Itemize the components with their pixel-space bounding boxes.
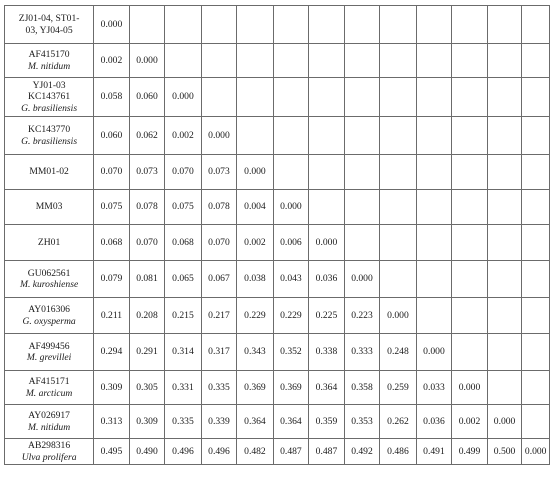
empty-cell — [487, 44, 522, 78]
distance-cell: 0.060 — [129, 78, 165, 117]
distance-cell: 0.000 — [522, 439, 550, 465]
distance-cell: 0.215 — [165, 298, 201, 334]
row-label-line-1: KC143770 — [28, 124, 71, 135]
distance-cell: 0.062 — [129, 117, 165, 155]
distance-cell: 0.004 — [237, 190, 273, 225]
distance-cell: 0.038 — [237, 261, 273, 298]
distance-cell: 0.229 — [273, 298, 309, 334]
row-label-line-3: G. brasiliensis — [21, 102, 78, 114]
table-row — [5, 261, 550, 298]
distance-cell: 0.369 — [273, 371, 309, 405]
distance-cell: 0.225 — [309, 298, 345, 334]
distance-cell: 0.496 — [165, 439, 201, 465]
empty-cell — [522, 78, 550, 117]
distance-cell: 0.068 — [165, 225, 201, 261]
distance-cell: 0.000 — [237, 155, 273, 190]
empty-cell — [416, 78, 452, 117]
row-label-line-1: AF499456 — [28, 340, 70, 352]
table-row — [5, 6, 550, 44]
empty-cell — [416, 155, 452, 190]
matrix-body — [5, 6, 550, 465]
table-row — [5, 405, 550, 439]
table-row — [5, 225, 550, 261]
empty-cell — [522, 6, 550, 44]
row-label-line-1: GU062561 — [27, 267, 71, 279]
distance-cell: 0.491 — [416, 439, 452, 465]
distance-cell: 0.217 — [201, 298, 237, 334]
distance-cell: 0.070 — [201, 225, 237, 261]
distance-cell: 0.070 — [94, 155, 130, 190]
empty-cell — [237, 78, 273, 117]
distance-cell: 0.068 — [94, 225, 130, 261]
distance-cell: 0.490 — [129, 439, 165, 465]
row-label-line-1: MM03 — [35, 201, 63, 213]
row-label — [5, 439, 94, 465]
distance-cell: 0.000 — [129, 44, 165, 78]
row-label-line-2: G. oxysperma — [22, 315, 76, 327]
table-row — [5, 334, 550, 371]
empty-cell — [309, 6, 345, 44]
empty-cell — [522, 405, 550, 439]
empty-cell — [416, 225, 452, 261]
distance-cell: 0.291 — [129, 334, 165, 371]
row-label-line-2: M. nitidum — [28, 60, 71, 72]
row-label-line-1: AY026917 — [28, 410, 70, 421]
empty-cell — [452, 261, 488, 298]
distance-cell: 0.000 — [452, 371, 488, 405]
empty-cell — [487, 261, 522, 298]
row-label-line-1: AF415170 — [28, 49, 70, 60]
table-row — [5, 44, 550, 78]
empty-cell — [416, 298, 452, 334]
distance-cell: 0.002 — [237, 225, 273, 261]
distance-cell: 0.036 — [416, 405, 452, 439]
empty-cell — [522, 44, 550, 78]
table-row — [5, 155, 550, 190]
distance-cell: 0.364 — [273, 405, 309, 439]
empty-cell — [487, 298, 522, 334]
distance-cell: 0.499 — [452, 439, 488, 465]
distance-cell: 0.065 — [165, 261, 201, 298]
empty-cell — [201, 6, 237, 44]
table-row — [5, 78, 550, 117]
distance-cell: 0.333 — [344, 334, 380, 371]
empty-cell — [165, 44, 201, 78]
distance-cell: 0.359 — [309, 405, 345, 439]
distance-cell: 0.358 — [344, 371, 380, 405]
empty-cell — [522, 371, 550, 405]
row-label-line-2: M. kuroshiense — [19, 279, 79, 290]
distance-cell: 0.229 — [237, 298, 273, 334]
empty-cell — [452, 298, 488, 334]
distance-cell: 0.364 — [237, 405, 273, 439]
distance-cell: 0.000 — [201, 117, 237, 155]
empty-cell — [309, 155, 345, 190]
distance-cell: 0.000 — [273, 190, 309, 225]
distance-cell: 0.079 — [94, 261, 130, 298]
empty-cell — [380, 78, 416, 117]
distance-cell: 0.002 — [165, 117, 201, 155]
distance-cell: 0.006 — [273, 225, 309, 261]
empty-cell — [487, 155, 522, 190]
distance-cell: 0.078 — [201, 190, 237, 225]
empty-cell — [344, 225, 380, 261]
empty-cell — [522, 117, 550, 155]
empty-cell — [273, 117, 309, 155]
table-row — [5, 190, 550, 225]
distance-cell: 0.369 — [237, 371, 273, 405]
table-row — [5, 117, 550, 155]
empty-cell — [344, 155, 380, 190]
distance-cell: 0.002 — [452, 405, 488, 439]
empty-cell — [344, 78, 380, 117]
empty-cell — [522, 190, 550, 225]
row-label-line-1: AY016306 — [28, 304, 70, 315]
distance-cell: 0.002 — [94, 44, 130, 78]
distance-cell: 0.208 — [129, 298, 165, 334]
distance-cell: 0.487 — [309, 439, 345, 465]
row-label — [5, 334, 94, 371]
distance-cell: 0.487 — [273, 439, 309, 465]
distance-cell: 0.058 — [94, 78, 130, 117]
empty-cell — [380, 190, 416, 225]
distance-cell: 0.067 — [201, 261, 237, 298]
empty-cell — [487, 334, 522, 371]
distance-cell: 0.070 — [129, 225, 165, 261]
distance-cell: 0.033 — [416, 371, 452, 405]
distance-cell: 0.500 — [487, 439, 522, 465]
distance-cell: 0.075 — [165, 190, 201, 225]
row-label-line-2: M. arcticum — [25, 387, 73, 399]
empty-cell — [380, 261, 416, 298]
row-label-line-2: G. brasiliensis — [21, 135, 78, 147]
empty-cell — [380, 155, 416, 190]
empty-cell — [165, 6, 201, 44]
empty-cell — [201, 78, 237, 117]
distance-cell: 0.000 — [416, 334, 452, 371]
row-label-line-2: Ulva prolifera — [21, 451, 77, 463]
distance-cell: 0.000 — [380, 298, 416, 334]
empty-cell — [344, 190, 380, 225]
distance-cell: 0.482 — [237, 439, 273, 465]
distance-cell: 0.000 — [344, 261, 380, 298]
distance-cell: 0.314 — [165, 334, 201, 371]
row-label-line-2: 03, YJ04-05 — [25, 24, 73, 36]
row-label — [5, 6, 94, 44]
distance-cell: 0.335 — [201, 371, 237, 405]
distance-cell: 0.000 — [309, 225, 345, 261]
distance-cell: 0.331 — [165, 371, 201, 405]
empty-cell — [522, 261, 550, 298]
empty-cell — [487, 371, 522, 405]
empty-cell — [487, 6, 522, 44]
distance-cell: 0.075 — [94, 190, 130, 225]
distance-cell: 0.000 — [94, 6, 130, 44]
distance-cell: 0.352 — [273, 334, 309, 371]
row-label-line-1: MM01-02 — [29, 166, 69, 178]
distance-cell: 0.073 — [201, 155, 237, 190]
distance-cell: 0.000 — [487, 405, 522, 439]
distance-cell: 0.313 — [94, 405, 130, 439]
empty-cell — [416, 44, 452, 78]
distance-cell: 0.081 — [129, 261, 165, 298]
distance-cell: 0.262 — [380, 405, 416, 439]
distance-cell: 0.486 — [380, 439, 416, 465]
empty-cell — [416, 190, 452, 225]
distance-cell: 0.259 — [380, 371, 416, 405]
table-row — [5, 439, 550, 465]
empty-cell — [309, 44, 345, 78]
empty-cell — [522, 155, 550, 190]
empty-cell — [380, 225, 416, 261]
empty-cell — [487, 117, 522, 155]
empty-cell — [380, 44, 416, 78]
distance-cell: 0.248 — [380, 334, 416, 371]
genetic-distance-matrix — [4, 5, 550, 465]
row-label — [5, 261, 94, 298]
row-label — [5, 225, 94, 261]
distance-cell: 0.043 — [273, 261, 309, 298]
empty-cell — [237, 44, 273, 78]
empty-cell — [452, 6, 488, 44]
distance-cell: 0.060 — [94, 117, 130, 155]
row-label-line-1: YJ01-03 — [32, 79, 66, 91]
table-row — [5, 371, 550, 405]
row-label-line-2: KC143761 — [28, 91, 71, 103]
distance-cell: 0.343 — [237, 334, 273, 371]
empty-cell — [452, 225, 488, 261]
empty-cell — [344, 117, 380, 155]
empty-cell — [416, 6, 452, 44]
distance-cell: 0.353 — [344, 405, 380, 439]
distance-cell: 0.495 — [94, 439, 130, 465]
distance-cell: 0.338 — [309, 334, 345, 371]
empty-cell — [273, 78, 309, 117]
distance-matrix-container — [4, 5, 550, 465]
empty-cell — [416, 117, 452, 155]
row-label — [5, 371, 94, 405]
row-label — [5, 298, 94, 334]
empty-cell — [309, 117, 345, 155]
distance-cell: 0.000 — [165, 78, 201, 117]
empty-cell — [309, 190, 345, 225]
distance-cell: 0.339 — [201, 405, 237, 439]
empty-cell — [201, 44, 237, 78]
empty-cell — [344, 44, 380, 78]
distance-cell: 0.078 — [129, 190, 165, 225]
distance-cell: 0.223 — [344, 298, 380, 334]
empty-cell — [273, 44, 309, 78]
distance-cell: 0.211 — [94, 298, 130, 334]
empty-cell — [452, 334, 488, 371]
distance-cell: 0.364 — [309, 371, 345, 405]
row-label-line-1: ZJ01-04, ST01- — [18, 13, 80, 24]
distance-cell: 0.036 — [309, 261, 345, 298]
row-label-line-1: AF415171 — [28, 376, 70, 387]
row-label — [5, 78, 94, 117]
distance-cell: 0.492 — [344, 439, 380, 465]
row-label-line-1: ZH01 — [37, 236, 61, 248]
row-label — [5, 190, 94, 225]
empty-cell — [344, 6, 380, 44]
empty-cell — [487, 78, 522, 117]
empty-cell — [487, 190, 522, 225]
row-label-line-1: AB298316 — [28, 440, 71, 451]
distance-cell: 0.317 — [201, 334, 237, 371]
empty-cell — [452, 190, 488, 225]
row-label — [5, 117, 94, 155]
empty-cell — [452, 44, 488, 78]
empty-cell — [522, 298, 550, 334]
distance-cell: 0.305 — [129, 371, 165, 405]
table-row — [5, 298, 550, 334]
distance-cell: 0.309 — [94, 371, 130, 405]
empty-cell — [452, 155, 488, 190]
distance-cell: 0.496 — [201, 439, 237, 465]
distance-cell: 0.070 — [165, 155, 201, 190]
row-label-line-2: M. grevillei — [26, 352, 72, 363]
distance-cell: 0.294 — [94, 334, 130, 371]
row-label — [5, 44, 94, 78]
empty-cell — [522, 225, 550, 261]
empty-cell — [129, 6, 165, 44]
empty-cell — [273, 155, 309, 190]
distance-cell: 0.335 — [165, 405, 201, 439]
empty-cell — [237, 117, 273, 155]
empty-cell — [380, 6, 416, 44]
empty-cell — [452, 78, 488, 117]
distance-cell: 0.309 — [129, 405, 165, 439]
row-label-line-2: M. nitidum — [28, 421, 71, 433]
distance-cell: 0.073 — [129, 155, 165, 190]
empty-cell — [309, 78, 345, 117]
empty-cell — [237, 6, 273, 44]
empty-cell — [380, 117, 416, 155]
empty-cell — [522, 334, 550, 371]
empty-cell — [273, 6, 309, 44]
empty-cell — [487, 225, 522, 261]
row-label — [5, 155, 94, 190]
row-label — [5, 405, 94, 439]
empty-cell — [416, 261, 452, 298]
empty-cell — [452, 117, 488, 155]
